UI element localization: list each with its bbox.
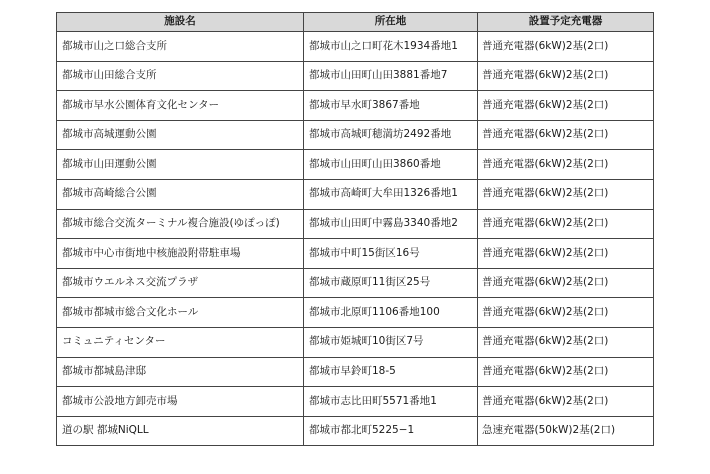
charger-cell: 普通充電器(6kW)2基(2口) (478, 327, 654, 357)
table-row (57, 179, 654, 209)
charger-cell: 急速充電器(50kW)2基(2口) (478, 416, 654, 446)
table-row (57, 268, 654, 298)
facility-name-cell: 都城市総合交流ターミナル複合施設(ゆぽっぽ) (57, 209, 304, 239)
facility-name-cell: 都城市ウエルネス交流プラザ (57, 268, 304, 298)
facility-name-cell: 都城市高崎総合公園 (57, 179, 304, 209)
address-cell: 都城市山田町中霧島3340番地2 (304, 209, 478, 239)
address-cell: 都城市都北町5225−1 (304, 416, 478, 446)
address-cell: 都城市山之口町花木1934番地1 (304, 32, 478, 62)
table-row (57, 239, 654, 269)
facility-name-cell: 都城市早水公園体育文化センター (57, 91, 304, 121)
table-header-row (57, 13, 654, 32)
address-cell: 都城市早水町3867番地 (304, 91, 478, 121)
table-row (57, 61, 654, 91)
header-address: 所在地 (304, 13, 478, 32)
charger-cell: 普通充電器(6kW)2基(2口) (478, 61, 654, 91)
header-planned-charger: 設置予定充電器 (478, 13, 654, 32)
address-cell: 都城市山田町山田3860番地 (304, 150, 478, 180)
table-row (57, 298, 654, 328)
facility-name-cell: 都城市山之口総合支所 (57, 32, 304, 62)
charger-cell: 普通充電器(6kW)2基(2口) (478, 298, 654, 328)
charger-facility-table (56, 12, 654, 446)
address-cell: 都城市蔵原町11街区25号 (304, 268, 478, 298)
charger-cell: 普通充電器(6kW)2基(2口) (478, 239, 654, 269)
charger-cell: 普通充電器(6kW)2基(2口) (478, 91, 654, 121)
facility-name-cell: 都城市山田総合支所 (57, 61, 304, 91)
address-cell: 都城市北原町1106番地100 (304, 298, 478, 328)
address-cell: 都城市中町15街区16号 (304, 239, 478, 269)
charger-facility-document (56, 12, 653, 446)
address-cell: 都城市山田町山田3881番地7 (304, 61, 478, 91)
address-cell: 都城市志比田町5571番地1 (304, 387, 478, 417)
table-row (57, 32, 654, 62)
charger-cell: 普通充電器(6kW)2基(2口) (478, 150, 654, 180)
address-cell: 都城市高城町穂満坊2492番地 (304, 120, 478, 150)
charger-cell: 普通充電器(6kW)2基(2口) (478, 179, 654, 209)
charger-cell: 普通充電器(6kW)2基(2口) (478, 357, 654, 387)
table-row (57, 327, 654, 357)
table-row (57, 416, 654, 446)
facility-name-cell: コミュニティセンター (57, 327, 304, 357)
table-row (57, 120, 654, 150)
table-row (57, 387, 654, 417)
facility-name-cell: 都城市都城市総合文化ホール (57, 298, 304, 328)
facility-name-cell: 都城市公設地方卸売市場 (57, 387, 304, 417)
facility-name-cell: 道の駅 都城NiQLL (57, 416, 304, 446)
facility-name-cell: 都城市中心市街地中核施設附帯駐車場 (57, 239, 304, 269)
table-row (57, 357, 654, 387)
facility-name-cell: 都城市山田運動公園 (57, 150, 304, 180)
charger-cell: 普通充電器(6kW)2基(2口) (478, 387, 654, 417)
charger-cell: 普通充電器(6kW)2基(2口) (478, 120, 654, 150)
header-facility-name: 施設名 (57, 13, 304, 32)
table-row (57, 150, 654, 180)
charger-cell: 普通充電器(6kW)2基(2口) (478, 268, 654, 298)
table-row (57, 91, 654, 121)
charger-cell: 普通充電器(6kW)2基(2口) (478, 32, 654, 62)
address-cell: 都城市早鈴町18-5 (304, 357, 478, 387)
table-row (57, 209, 654, 239)
charger-cell: 普通充電器(6kW)2基(2口) (478, 209, 654, 239)
address-cell: 都城市姫城町10街区7号 (304, 327, 478, 357)
facility-name-cell: 都城市都城島津邸 (57, 357, 304, 387)
facility-name-cell: 都城市高城運動公園 (57, 120, 304, 150)
address-cell: 都城市高崎町大牟田1326番地1 (304, 179, 478, 209)
